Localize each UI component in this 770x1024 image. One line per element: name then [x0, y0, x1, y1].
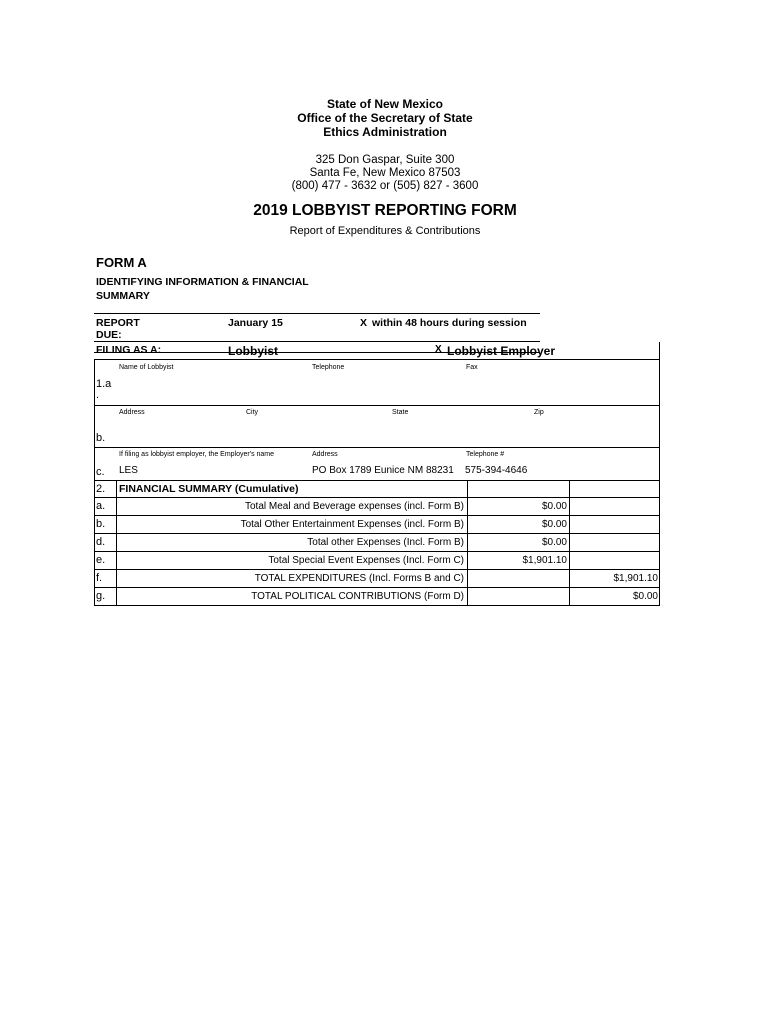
form-title: 2019 LOBBYIST REPORTING FORM	[253, 202, 517, 219]
report-due-label-2: DUE:	[96, 329, 122, 341]
table-row	[94, 551, 660, 570]
form-label: FORM A	[96, 255, 147, 270]
row-number-1a-dot: .	[96, 389, 100, 401]
header-line-1: State of New Mexico	[326, 97, 444, 111]
summary-row-label: Total Meal and Beverage expenses (incl. Form B)	[245, 501, 464, 512]
employer-telephone-label: Telephone #	[466, 451, 505, 458]
summary-row-label: Total Special Event Expenses (Incl. Form C)	[268, 555, 464, 566]
phone-line: (800) 477 - 3632 or (505) 827 - 3600	[291, 180, 479, 192]
header-line-2: Office of the Secretary of State	[297, 111, 473, 125]
section-title-2: SUMMARY	[96, 290, 150, 302]
divider-3	[94, 352, 540, 353]
address-line-2: Santa Fe, New Mexico 87503	[309, 167, 461, 179]
summary-row-label: TOTAL EXPENDITURES (Incl. Forms B and C)	[254, 573, 464, 584]
summary-row-label: TOTAL POLITICAL CONTRIBUTIONS (Form D)	[251, 591, 464, 602]
summary-row-subtotal: $0.00	[541, 537, 567, 548]
row-number-c: c.	[96, 466, 105, 478]
divider-2	[94, 341, 540, 342]
table-top-line	[94, 359, 660, 360]
summary-row-num: g.	[96, 590, 106, 602]
summary-row-num: b.	[96, 518, 106, 530]
name-of-lobbyist-label: Name of Lobbyist	[119, 364, 174, 371]
summary-row-num: a.	[96, 500, 106, 512]
employer-address-value: PO Box 1789 Eunice NM 88231	[312, 465, 454, 476]
summary-row-label: Total other Expenses (Incl. Form B)	[307, 537, 464, 548]
filing-as-label: FILING AS A:	[96, 344, 162, 356]
filing-option-employer[interactable]: Lobbyist Employer	[447, 344, 556, 358]
report-due-date: January 15	[228, 317, 283, 329]
table-row	[94, 569, 660, 588]
address-label: Address	[119, 409, 145, 416]
summary-row-label: Total Other Entertainment Expenses (incl. Form B)	[240, 519, 464, 530]
form-subtitle: Report of Expenditures & Contributions	[289, 225, 481, 237]
summary-row-subtotal: $0.00	[541, 519, 567, 530]
table-row	[94, 515, 660, 534]
city-label: City	[246, 409, 259, 416]
zip-label: Zip	[534, 409, 544, 416]
summary-row-subtotal: $1,901.10	[522, 555, 567, 566]
table-row	[94, 587, 660, 606]
employer-name-value: LES	[119, 465, 138, 476]
table-row	[94, 533, 660, 552]
row-c-bottom	[94, 480, 660, 481]
report-due-label-1: REPORT	[96, 317, 140, 329]
row-number-2: 2.	[96, 483, 106, 495]
employer-name-label: If filing as lobbyist employer, the Employer's name	[119, 451, 275, 458]
summary-row-subtotal: $0.00	[541, 501, 567, 512]
summary-row-total: $1,901.10	[613, 573, 658, 584]
divider-top	[94, 313, 540, 314]
summary-row-num: f.	[96, 572, 103, 584]
section-title-1: IDENTIFYING INFORMATION & FINANCIAL	[96, 276, 309, 288]
employer-telephone-value: 575-394-4646	[465, 465, 528, 476]
row-number-1a: 1.a	[96, 378, 112, 390]
summary-row-num: e.	[96, 554, 106, 566]
state-label: State	[392, 409, 409, 416]
summary-row-num: d.	[96, 536, 106, 548]
employer-address-label: Address	[312, 451, 338, 458]
report-due-option: within 48 hours during session	[372, 317, 527, 329]
report-due-mark[interactable]: X	[360, 317, 368, 329]
fax-label: Fax	[466, 364, 478, 371]
table-row	[94, 497, 660, 516]
financial-summary-title: FINANCIAL SUMMARY (Cumulative)	[119, 483, 299, 495]
header-line-3: Ethics Administration	[323, 125, 447, 139]
row-1a-bottom	[94, 405, 660, 406]
summary-row-total: $0.00	[632, 591, 658, 602]
address-line-1: 325 Don Gaspar, Suite 300	[315, 154, 455, 166]
filing-option-lobbyist[interactable]: Lobbyist	[228, 344, 278, 358]
filing-mark[interactable]: X	[435, 344, 442, 355]
telephone-label: Telephone	[312, 364, 345, 371]
row-number-b: b.	[96, 432, 106, 444]
row-b-bottom	[94, 447, 660, 448]
